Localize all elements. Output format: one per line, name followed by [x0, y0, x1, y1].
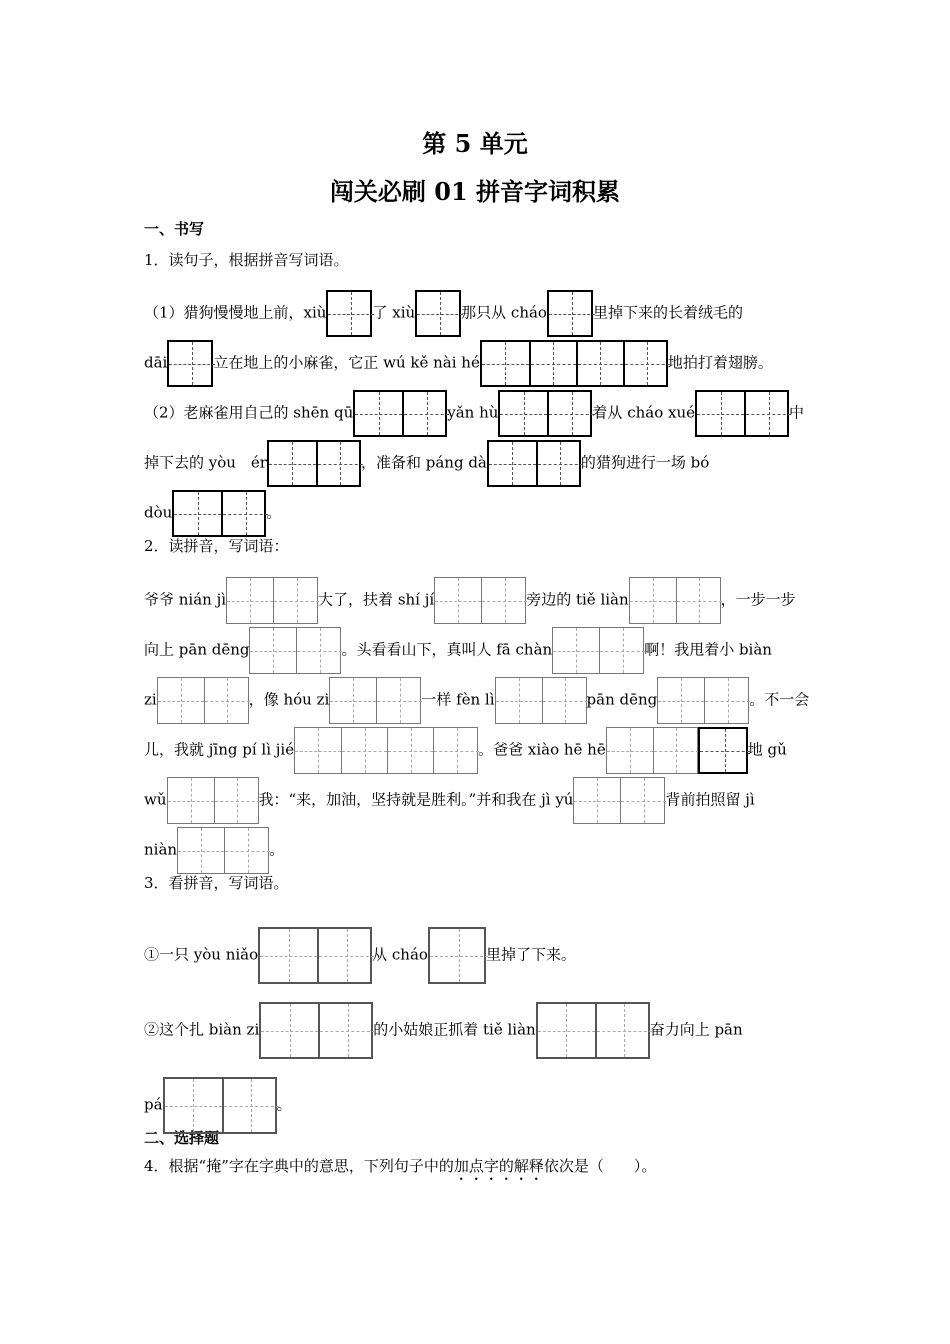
cell-guide-horizontal: [600, 651, 645, 652]
line-text: 里掉下来的长着绒毛的: [592, 303, 743, 322]
cell-guide-horizontal: [538, 464, 583, 465]
cell-guide-horizontal: [482, 364, 529, 365]
writing-cell[interactable]: [387, 728, 433, 773]
writing-cell[interactable]: [536, 442, 583, 485]
line-text: zi: [144, 690, 157, 709]
writing-cell[interactable]: [204, 678, 250, 723]
cell-guide-horizontal: [578, 364, 623, 365]
q4-text-pre: 4．根据“掩”字在字典中的意思，下列句子中的: [144, 1157, 454, 1175]
writing-cell[interactable]: [435, 578, 481, 623]
writing-cell[interactable]: [599, 628, 645, 673]
writing-box[interactable]: [547, 290, 593, 337]
line-text: （2）老麻雀用自己的 shēn qū: [144, 403, 354, 422]
cell-guide-horizontal: [158, 701, 204, 702]
line-text: 掉下去的 yòu ér: [144, 453, 267, 472]
cell-guide-horizontal: [269, 464, 316, 465]
line-text: 中: [789, 403, 805, 422]
writing-cell[interactable]: [402, 392, 449, 435]
writing-cell[interactable]: [482, 342, 529, 385]
cell-guide-horizontal: [295, 751, 341, 752]
writing-cell[interactable]: [269, 442, 316, 485]
cell-guide-horizontal: [607, 751, 653, 752]
writing-box[interactable]: [249, 627, 341, 674]
writing-box[interactable]: [172, 490, 266, 537]
writing-cell[interactable]: [620, 778, 666, 823]
cell-guide-horizontal: [543, 701, 588, 702]
writing-box[interactable]: [326, 290, 372, 337]
writing-cell[interactable]: [574, 778, 620, 823]
writing-cell[interactable]: [607, 728, 653, 773]
exercise-line: [144, 727, 787, 774]
line-text: 了 xiù: [372, 303, 416, 322]
q4-text-post: 依次是（ ）。: [543, 1157, 657, 1175]
cell-guide-horizontal: [169, 364, 215, 365]
section-heading-choice: 二、选择题: [144, 1129, 220, 1147]
cell-guide-horizontal: [538, 1031, 595, 1032]
writing-cell[interactable]: [653, 728, 699, 773]
writing-cell[interactable]: [355, 392, 402, 435]
cell-guide-horizontal: [489, 464, 536, 465]
line-text: 啊！我甩着小 biàn: [644, 640, 772, 659]
exercise-line: [144, 677, 809, 724]
line-text: dòu: [144, 503, 173, 522]
section-heading-writing: 一、书写: [144, 220, 205, 238]
line-text: 爷爷 nián jì: [144, 590, 227, 609]
line-text: 大了，扶着 shí jí: [318, 590, 435, 609]
page-subtitle: 闯关必刷 01 拼音字词积累: [329, 177, 621, 206]
writing-cell[interactable]: [529, 342, 576, 385]
cell-guide-horizontal: [697, 414, 744, 415]
line-text: dāi: [144, 353, 168, 372]
writing-box[interactable]: [258, 927, 372, 984]
cell-guide-horizontal: [225, 851, 270, 852]
writing-cell[interactable]: [676, 578, 722, 623]
writing-box[interactable]: [487, 440, 581, 487]
cell-guide-horizontal: [224, 1106, 279, 1107]
cell-guide-horizontal: [377, 701, 422, 702]
writing-cell[interactable]: [330, 678, 376, 723]
writing-cell[interactable]: [295, 728, 341, 773]
writing-box[interactable]: [267, 440, 361, 487]
writing-cell[interactable]: [700, 729, 750, 772]
line-text: 一样 fèn lì: [421, 690, 495, 709]
writing-box[interactable]: [498, 390, 592, 437]
writing-box[interactable]: [294, 727, 478, 774]
cell-guide-horizontal: [654, 751, 699, 752]
writing-cell[interactable]: [553, 628, 599, 673]
line-text: pān dēng: [586, 690, 658, 709]
writing-cell[interactable]: [158, 678, 204, 723]
writing-cell[interactable]: [221, 492, 268, 535]
writing-box[interactable]: [495, 677, 587, 724]
line-text: ，像 hóu zi: [248, 690, 330, 709]
cell-guide-horizontal: [274, 601, 319, 602]
writing-cell[interactable]: [433, 728, 479, 773]
writing-box[interactable]: [353, 390, 447, 437]
line-text: ，准备和 páng dà: [360, 453, 487, 472]
cell-guide-horizontal: [746, 414, 791, 415]
writing-cell[interactable]: [576, 342, 623, 385]
line-text: 向上 pān dēng: [144, 640, 250, 659]
writing-cell[interactable]: [318, 1004, 375, 1057]
cell-guide-horizontal: [705, 701, 750, 702]
writing-cell[interactable]: [224, 828, 270, 873]
writing-cell[interactable]: [595, 1004, 652, 1057]
exercise-line: [144, 827, 284, 874]
line-text: 的猎狗进行一场 bó: [580, 453, 710, 472]
cell-guide-horizontal: [318, 464, 363, 465]
exercise-line: [144, 777, 755, 824]
line-text: 立在地上的小麻雀，它正 wú kě nài hé: [213, 353, 480, 372]
writing-cell[interactable]: [214, 778, 260, 823]
line-text: 地拍打着翅膀。: [667, 353, 773, 372]
cell-guide-horizontal: [677, 601, 722, 602]
writing-cell[interactable]: [165, 1079, 222, 1132]
writing-box[interactable]: [434, 577, 526, 624]
cell-guide-horizontal: [319, 956, 374, 957]
line-text: 。头看看山下，真叫人 fā chàn: [341, 640, 553, 659]
writing-cell[interactable]: [222, 1079, 279, 1132]
exercise-line: [144, 927, 576, 984]
writing-cell[interactable]: [296, 628, 342, 673]
writing-cell[interactable]: [317, 929, 374, 982]
cell-guide-horizontal: [205, 701, 250, 702]
cell-guide-horizontal: [553, 651, 599, 652]
writing-cell[interactable]: [658, 678, 704, 723]
line-text: 。爸爸 xiào hē hē: [478, 740, 606, 759]
cell-guide-horizontal: [227, 601, 273, 602]
line-text: pá: [144, 1095, 163, 1114]
cell-guide-horizontal: [531, 364, 576, 365]
cell-guide-horizontal: [223, 514, 268, 515]
cell-guide-horizontal: [388, 751, 433, 752]
cell-guide-horizontal: [496, 701, 542, 702]
line-text: 。: [269, 840, 285, 859]
line-text: 儿，我就 jīng pí lì jié: [144, 740, 295, 759]
line-text: 旁边的 tiě liàn: [526, 590, 629, 609]
writing-cell[interactable]: [227, 578, 273, 623]
writing-box[interactable]: [480, 340, 668, 387]
exercise-line: [144, 290, 743, 337]
writing-cell[interactable]: [341, 728, 387, 773]
line-text: 。: [276, 1095, 292, 1114]
writing-cell[interactable]: [704, 678, 750, 723]
line-text: 的小姑娘正抓着 tiě liàn: [373, 1020, 536, 1039]
writing-cell[interactable]: [623, 342, 670, 385]
cell-guide-horizontal: [215, 801, 260, 802]
cell-guide-horizontal: [625, 364, 670, 365]
cell-guide-horizontal: [434, 751, 479, 752]
writing-cell[interactable]: [316, 442, 363, 485]
cell-guide-horizontal: [320, 1031, 375, 1032]
cell-guide-horizontal: [597, 1031, 652, 1032]
cell-guide-horizontal: [435, 601, 481, 602]
line-text: wǔ: [144, 790, 167, 809]
writing-box[interactable]: [157, 677, 249, 724]
writing-box[interactable]: [428, 927, 486, 984]
writing-cell[interactable]: [250, 628, 296, 673]
line-text: 着从 cháo xué: [592, 403, 695, 422]
exercise-line: [144, 340, 773, 387]
cell-guide-horizontal: [355, 414, 402, 415]
writing-cell[interactable]: [261, 1004, 318, 1057]
cell-guide-horizontal: [250, 651, 296, 652]
cell-guide-horizontal: [500, 414, 547, 415]
writing-box[interactable]: [657, 677, 749, 724]
writing-box[interactable]: [629, 577, 721, 624]
writing-box[interactable]: [329, 677, 421, 724]
question-2-prompt: 2．读拼音，写词语：: [144, 537, 289, 555]
cell-guide-horizontal: [574, 801, 620, 802]
writing-cell[interactable]: [169, 342, 215, 385]
cell-guide-horizontal: [621, 801, 666, 802]
line-text: 里掉了下来。: [485, 945, 576, 964]
writing-cell[interactable]: [697, 392, 744, 435]
writing-cell[interactable]: [417, 292, 463, 335]
line-text: 从 cháo: [372, 945, 428, 964]
exercise-line: [144, 1077, 292, 1134]
writing-box[interactable]: [259, 1002, 373, 1059]
writing-cell[interactable]: [500, 392, 547, 435]
writing-cell[interactable]: [538, 1004, 595, 1057]
writing-cell[interactable]: [744, 392, 791, 435]
writing-cell[interactable]: [549, 292, 595, 335]
writing-box[interactable]: [226, 577, 318, 624]
cell-guide-horizontal: [430, 956, 488, 957]
exercise-line: [144, 1002, 743, 1059]
cell-guide-horizontal: [630, 601, 676, 602]
line-text: ，一步一步: [720, 590, 796, 609]
writing-cell[interactable]: [547, 392, 594, 435]
line-text: 。: [266, 503, 282, 522]
line-text: niàn: [144, 840, 178, 859]
writing-cell[interactable]: [376, 678, 422, 723]
page-title: 第 5 单元: [422, 129, 528, 158]
writing-cell[interactable]: [496, 678, 542, 723]
q4-dotted-text: 加点字的解释: [453, 1157, 544, 1175]
cell-guide-horizontal: [549, 414, 594, 415]
cell-guide-horizontal: [549, 314, 595, 315]
exercise-line: [144, 390, 804, 437]
writing-cell[interactable]: [174, 492, 221, 535]
writing-cell[interactable]: [430, 929, 488, 982]
writing-box[interactable]: [695, 390, 789, 437]
writing-cell[interactable]: [542, 678, 588, 723]
line-text: ②这个扎 biàn zi: [144, 1020, 260, 1039]
question-1-prompt: 1．读句子，根据拼音写词语。: [144, 251, 349, 269]
cell-guide-horizontal: [168, 801, 214, 802]
writing-cell[interactable]: [328, 292, 374, 335]
line-text: ①一只 yòu niǎo: [144, 945, 259, 964]
cell-guide-horizontal: [342, 751, 387, 752]
cell-guide-horizontal: [165, 1106, 222, 1107]
cell-guide-horizontal: [700, 751, 750, 752]
cell-guide-horizontal: [260, 956, 317, 957]
exercise-line: [144, 440, 709, 487]
cell-guide-horizontal: [178, 851, 224, 852]
cell-guide-horizontal: [658, 701, 704, 702]
exercise-line: [144, 627, 772, 674]
exercise-line: [144, 577, 796, 624]
writing-box[interactable]: [536, 1002, 650, 1059]
writing-cell[interactable]: [168, 778, 214, 823]
line-text: yǎn hù: [447, 403, 499, 422]
line-text: 地 gǔ: [747, 740, 787, 759]
writing-box[interactable]: [698, 727, 748, 774]
writing-box[interactable]: [163, 1077, 277, 1134]
cell-guide-horizontal: [174, 514, 221, 515]
line-text: 那只从 cháo: [461, 303, 547, 322]
cell-guide-horizontal: [297, 651, 342, 652]
cell-guide-horizontal: [328, 314, 374, 315]
writing-cell[interactable]: [481, 578, 527, 623]
line-text: （1）猎狗慢慢地上前，xiù: [144, 303, 327, 322]
cell-guide-horizontal: [261, 1031, 318, 1032]
cell-guide-horizontal: [330, 701, 376, 702]
cell-guide-horizontal: [404, 414, 449, 415]
exercise-line: [144, 490, 281, 537]
writing-cell[interactable]: [273, 578, 319, 623]
writing-box[interactable]: [167, 340, 213, 387]
line-text: 我：“来，加油，坚持就是胜利。”并和我在 jì yú: [258, 790, 574, 809]
line-text: 。不一会: [749, 690, 810, 709]
writing-cell[interactable]: [630, 578, 676, 623]
line-text: 奋力向上 pān: [649, 1020, 743, 1039]
question-4-prompt: [144, 1155, 656, 1184]
writing-cell[interactable]: [489, 442, 536, 485]
writing-box[interactable]: [552, 627, 644, 674]
question-3-prompt: 3．看拼音，写词语。: [144, 874, 289, 892]
writing-box[interactable]: [606, 727, 698, 774]
cell-guide-horizontal: [482, 601, 527, 602]
writing-cell[interactable]: [178, 828, 224, 873]
cell-guide-horizontal: [417, 314, 463, 315]
writing-cell[interactable]: [260, 929, 317, 982]
writing-box[interactable]: [167, 777, 259, 824]
line-text: 背前拍照留 jì: [665, 790, 755, 809]
writing-box[interactable]: [415, 290, 461, 337]
writing-box[interactable]: [177, 827, 269, 874]
writing-box[interactable]: [573, 777, 665, 824]
